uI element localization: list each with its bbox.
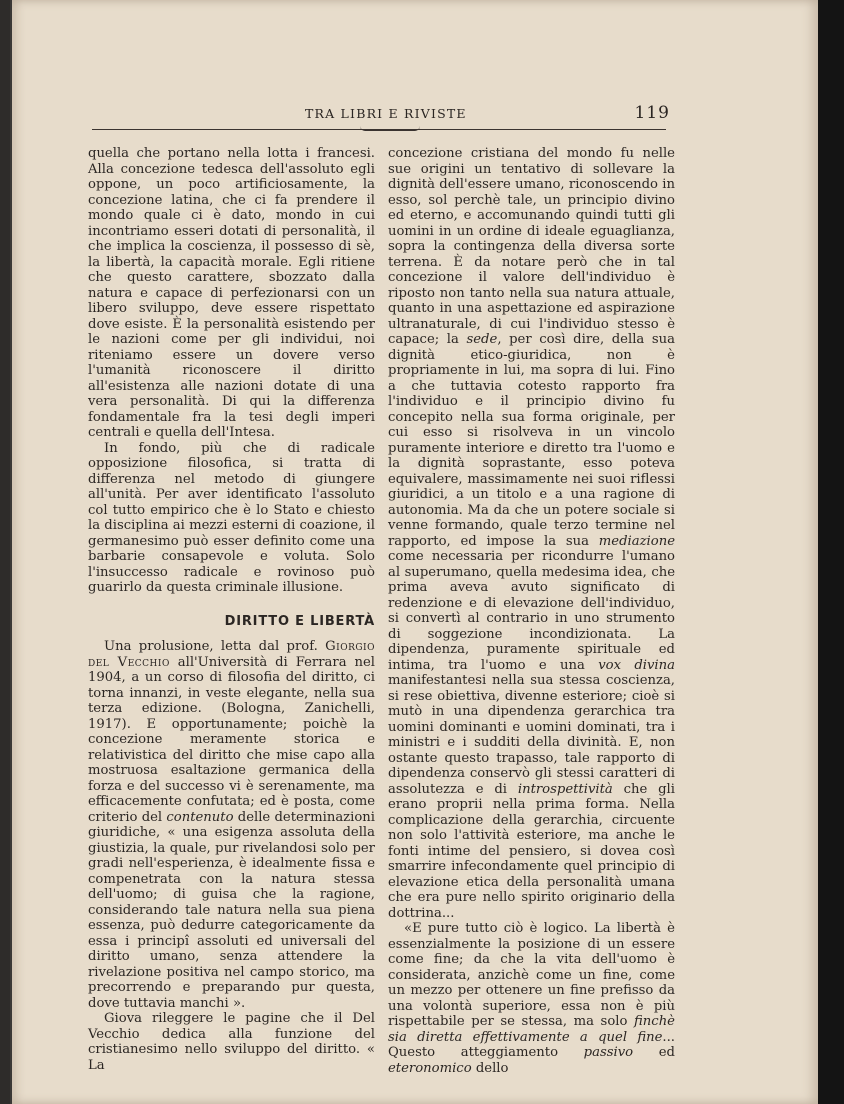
text-run: concezione cristiana del mondo fu nelle sue origini un tentativo di sollevare la dignità dell'essere umano, riconoscendo in esso, sol perchè tale, un principio divino ed eterno, e accomunando quindi tutti gli uomini in un ordine di ideale eguaglianza, sopra la contingenza della diversa sorte terrena. È da notare però che in tal concezione il valore dell'individuo è riposto non tanto nella sua natura attuale, quanto in una aspettazione ed aspirazione ultranaturale, di cui l'individuo stesso è capace; la <box>388 146 675 347</box>
emphasis: mediazione <box>598 533 675 549</box>
paragraph <box>388 921 675 1076</box>
paragraph: In fondo, più che di radicale opposizione filosofica, si tratta di differenza nel metodo di giungere all'unità. Per aver identificato l'assoluto col tutto empirico che è lo Stato e chiesto la disciplina ai mezzi esterni di coazione, il germanesimo può esser definito come una barbarie consapevole e voluta. Solo l'insuccesso radicale e rovinoso può guarirlo da questa criminale illusione. <box>88 440 375 595</box>
text-run: «E pure tutto ciò è logico. La libertà è essenzialmente la posizione di un essere come fine; da che la vita dell'uomo è considerata, anzichè come un fine, come un mezzo per ottenere un fine prefisso da una volontà superiore, essa non è più rispettabile per se stessa, ma solo <box>388 921 675 1029</box>
text-run: delle determinazioni giuridiche, « una esigenza assoluta della giustizia, la quale, pur rivelandosi solo per gradi nell'esperienza, è idealmente fissa e compenetrata con la natura stessa dell'uomo; di guisa che la ragione, considerando tale natura nella sua piena essenza, può dedurre categoricamente da essa i principî assoluti ed universali del diritto umano, senza attendere la rivelazione positiva nel campo storico, ma precorrendo e preparando pur questa, dove tuttavia manchi ». <box>88 809 375 1011</box>
emphasis: vox divina <box>598 657 676 673</box>
text-run: Una prolusione, letta dal prof. <box>104 639 326 654</box>
text-run: ... Questo atteggiamento <box>388 1029 675 1060</box>
running-head <box>90 104 670 126</box>
emphasis: contenuto <box>166 809 234 825</box>
text-run: come necessaria per ricondurre l'umano al superumano, quella medesima idea, che prima aveva avuto significato di redenzione e di elevazione dell'individuo, si convertì al contrario in uno strumento di soggezione incondizionata. La dipendenza, puramente spirituale ed intima, tra l'uomo e una <box>388 549 675 673</box>
paragraph <box>88 639 375 1011</box>
header-rule-ornament <box>360 126 420 131</box>
text-run: manifestantesi nella sua stessa coscienza, si rese obiettiva, divenne esteriore; cioè si mutò in una dipendenza gerarchica tra uomini dominanti e uomini dominati, tra i ministri e i sudditi della divinità. E, non ostante questo trapasso, tale rapporto di dipendenza conservò gli stessi caratteri di assolutezza e di <box>388 673 675 797</box>
emphasis: passivo <box>583 1045 634 1060</box>
emphasis: sede <box>466 332 498 347</box>
text-run: dello <box>471 1060 509 1076</box>
emphasis: finchè sia diretta effettivamente a quel fine <box>388 1014 675 1045</box>
spine-shadow <box>0 0 10 1104</box>
paragraph <box>388 146 675 921</box>
background-strip <box>818 0 844 1104</box>
text-run: , per così dire, della sua dignità etico-giuridica, non è propriamente in lui, ma sopra di lui. Fino a che tuttavia cotesto rapporto fra l'individuo e il principio divino fu concepito nella sua forma originale, per cui esso si risolveva in un vincolo puramente interiore e diretto tra l'uomo e la dignità soprastante, esso poteva equivalere, massimamente nei suoi riflessi giuridici, a un titolo e a una ragione di autonomia. Ma da che un potere sociale si venne formando, quale terzo termine nel rapporto, ed impose la sua <box>388 332 676 549</box>
page-number: 119 <box>634 103 670 123</box>
author-name: Giorgio del Vecchio <box>88 639 375 670</box>
text-run: ed <box>633 1045 675 1060</box>
text-run: che gli erano proprii nella prima forma. Nella complicazione della gerarchia, circuente non solo l'attività esteriore, ma anche le fonti intime del pensiero, si dovea così smarrire infecondamente quel principio di elevazione etica della personalità umana che era pure nello spirito originario della dottrina... <box>388 781 675 921</box>
text-run: all'Università di Ferrara nel 1904, a un corso di filosofia del diritto, ci torna innanzi, in veste elegante, nella sua terza edizione. (Bologna, Zanichelli, 1917). E opportunamente; poichè la concezione meramente storica e relativistica del diritto che mise capo alla mostruosa esaltazione germanica della forza e del successo vi è serenamente, ma efficacemente confutata; ed è posta, come criterio del <box>88 654 375 825</box>
paragraph: Giova rileggere le pagine che il Del Vecchio dedica alla funzione del cristianesimo nello sviluppo del diritto. « La <box>88 1011 375 1073</box>
paragraph: quella che portano nella lotta i francesi. Alla concezione tedesca dell'assoluto egli oppone, un poco artificiosamente, la concezione latina, che ci fa prendere il mondo quale ci è dato, mondo in cui incontriamo esseri dotati di personalità, il che implica la coscienza, il possesso di sè, la libertà, la capacità morale. Egli ritiene che questo carattere, sbozzato dalla natura e capace di perfezionarsi con un libero sviluppo, deve essere rispettato dove esiste. È la personalità esistendo per le nazioni come per gli individui, noi riteniamo essere un dovere verso l'umanità riconoscere il diritto all'esistenza alle nazioni dotate di una vera personalità. Di qui la differenza fondamentale fra la tesi degli imperi centrali e quella dell'Intesa. <box>88 146 375 440</box>
left-column <box>88 146 375 1073</box>
running-title: TRA LIBRI E RIVISTE <box>305 106 467 121</box>
emphasis: introspettività <box>517 781 613 797</box>
section-heading: DIRITTO E LIBERTÀ <box>224 613 375 629</box>
emphasis: eteronomico <box>388 1060 472 1076</box>
right-column <box>388 146 675 1076</box>
